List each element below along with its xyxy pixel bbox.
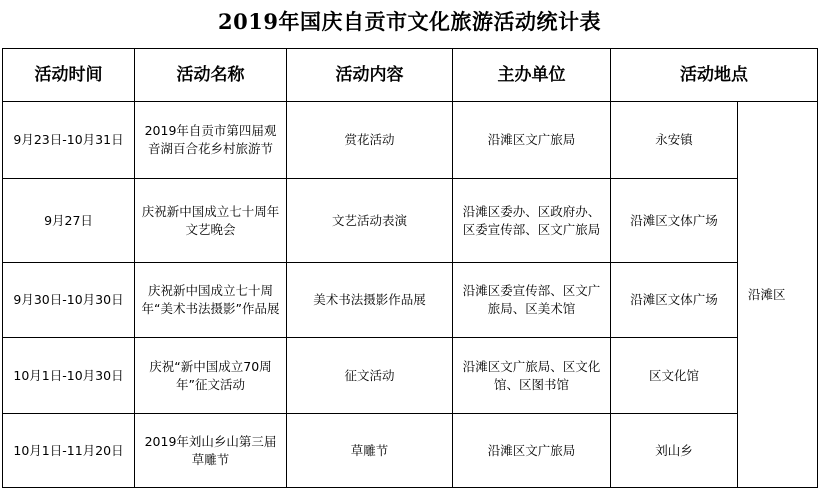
cell-content: 征文活动 bbox=[287, 338, 453, 414]
header-time: 活动时间 bbox=[3, 49, 135, 102]
cell-name-text: 庆祝新中国成立七十周年文艺晚会 bbox=[141, 203, 280, 237]
cell-name bbox=[135, 102, 287, 179]
header-content: 活动内容 bbox=[287, 49, 453, 102]
cell-name bbox=[135, 414, 287, 488]
table-title: 2019年国庆自贡市文化旅游活动统计表 bbox=[218, 9, 601, 34]
cell-host bbox=[453, 263, 611, 338]
cell-host: 沿滩区文广旅局 bbox=[453, 102, 611, 179]
cell-name bbox=[135, 263, 287, 338]
cell-name-text: 庆祝“新中国成立70周年”征文活动 bbox=[149, 358, 272, 392]
header-place: 活动地点 bbox=[611, 49, 818, 102]
table-row bbox=[3, 338, 818, 414]
cell-time: 9月30日-10月30日 bbox=[3, 263, 135, 338]
cell-content: 文艺活动表演 bbox=[287, 179, 453, 263]
cell-time: 9月23日-10月31日 bbox=[3, 102, 135, 179]
cell-host bbox=[453, 338, 611, 414]
cell-name-text: 2019年自贡市第四届观音湖百合花乡村旅游节 bbox=[144, 123, 277, 156]
cell-place: 沿滩区文体广场 bbox=[611, 263, 738, 338]
cell-host-text: 沿滩区委宣传部、区文广旅局、区美术馆 bbox=[462, 283, 601, 316]
cell-place: 区文化馆 bbox=[611, 338, 738, 414]
header-host: 主办单位 bbox=[453, 49, 611, 102]
cell-host-text: 沿滩区文广旅局、区文化馆、区图书馆 bbox=[462, 358, 601, 392]
cell-name-text: 庆祝新中国成立七十周年“美术书法摄影”作品展 bbox=[141, 283, 280, 316]
header-row bbox=[3, 49, 818, 102]
cell-time: 10月1日-10月30日 bbox=[3, 338, 135, 414]
cell-host: 沿滩区文广旅局 bbox=[453, 414, 611, 488]
cell-region: 沿滩区 bbox=[738, 102, 818, 488]
activity-table bbox=[2, 48, 818, 488]
cell-name bbox=[135, 179, 287, 263]
cell-host bbox=[453, 179, 611, 263]
cell-time: 10月1日-11月20日 bbox=[3, 414, 135, 488]
table-row bbox=[3, 179, 818, 263]
cell-content: 赏花活动 bbox=[287, 102, 453, 179]
cell-content: 美术书法摄影作品展 bbox=[287, 263, 453, 338]
table-row bbox=[3, 263, 818, 338]
cell-host-text: 沿滩区委办、区政府办、区委宣传部、区文广旅局 bbox=[462, 203, 601, 237]
cell-content: 草雕节 bbox=[287, 414, 453, 488]
table-row bbox=[3, 102, 818, 179]
cell-name bbox=[135, 338, 287, 414]
cell-place: 沿滩区文体广场 bbox=[611, 179, 738, 263]
header-name: 活动名称 bbox=[135, 49, 287, 102]
cell-place: 永安镇 bbox=[611, 102, 738, 179]
table-row bbox=[3, 414, 818, 488]
cell-name-text: 2019年刘山乡山第三届草雕节 bbox=[144, 433, 277, 467]
cell-time: 9月27日 bbox=[3, 179, 135, 263]
cell-place: 刘山乡 bbox=[611, 414, 738, 488]
